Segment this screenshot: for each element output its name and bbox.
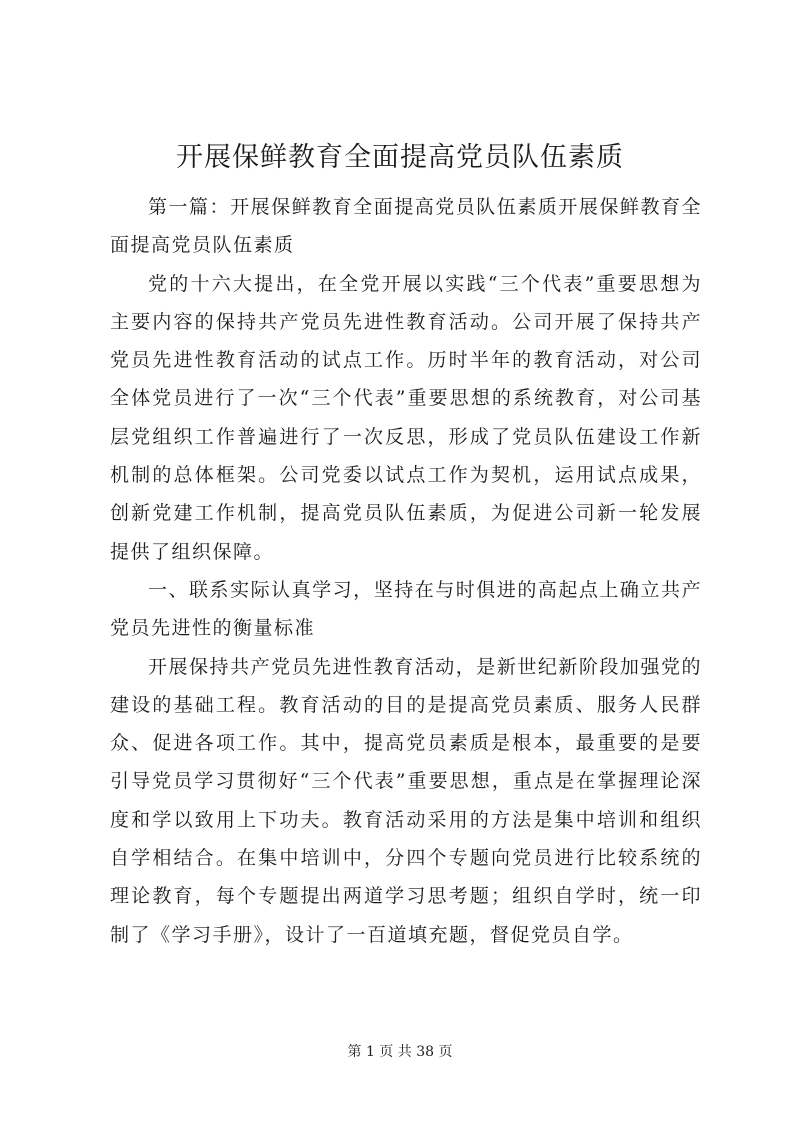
page-number-footer: 第 1 页 共 38 页: [347, 1044, 453, 1060]
paragraph-chapter-heading: 第一篇：开展保鲜教育全面提高党员队伍素质开展保鲜教育全面提高党员队伍素质: [110, 196, 702, 257]
document-body: [110, 188, 702, 954]
document-title: 开展保鲜教育全面提高党员队伍素质: [176, 142, 624, 173]
paragraph-body: 开展保持共产党员先进性教育活动，是新世纪新阶段加强党的建设的基础工程。教育活动的目的是提高党员素质、服务人民群众、促进各项工作。其中，提高党员素质是根本，最重要的是要引导党员学习贯彻好“三个代表”重要思想，重点是在掌握理论深度和学以致用上下功夫。教育活动采用的方法是集中培训和组织自学相结合。在集中培训中，分四个专题向党员进行比较系统的理论教育，每个专题提出两道学习思考题；组织自学时，统一印制了《学习手册》，设计了一百道填充题，督促党员自学。: [110, 655, 702, 946]
paragraph-section-heading: 一、联系实际认真学习，坚持在与时俱进的高起点上确立共产党员先进性的衡量标准: [110, 578, 702, 640]
paragraph-intro: 党的十六大提出，在全党开展以实践“三个代表”重要思想为主要内容的保持共产党员先进性教育活动。公司开展了保持共产党员先进性教育活动的试点工作。历时半年的教育活动，对公司全体党员进行了一次“三个代表”重要思想的系统教育，对公司基层党组织工作普遍进行了一次反思，形成了党员队伍建设工作新机制的总体框架。公司党委以试点工作为契机，运用试点成果，创新党建工作机制，提高党员队伍素质，为促进公司新一轮发展提供了组织保障。: [110, 272, 702, 563]
